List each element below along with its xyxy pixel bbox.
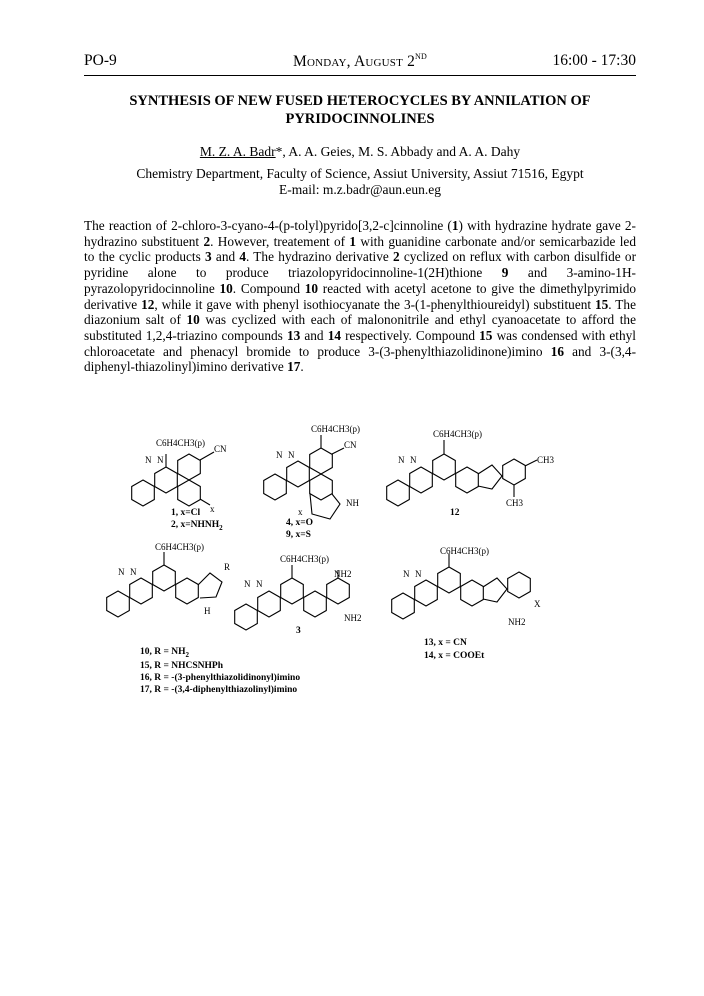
- tolyl-label-12: C6H4CH3(p): [433, 429, 482, 439]
- svg-text:N: N: [118, 567, 125, 577]
- author-list: M. Z. A. Badr*, A. A. Geies, M. S. Abbady and A. A. Dahy: [199, 144, 521, 159]
- tolyl-label-13: C6H4CH3(p): [440, 546, 489, 556]
- abstract-text: The reaction of 2-chloro-3-cyano-4-(p-tolyl)pyrido[3,2-c]cinnoline (: [84, 218, 452, 233]
- tolyl-label-3: C6H4CH3(p): [280, 554, 329, 564]
- abstract-text: and 3-(3,4-diphenyl-thiazolinyl)imino derivative: [84, 343, 636, 375]
- compound-number: 14: [327, 327, 341, 343]
- abstract-text: . The hydrazino derivative: [246, 249, 393, 265]
- compound-number: 17: [287, 359, 301, 375]
- compound-number: 13: [286, 327, 301, 343]
- svg-text:N: N: [244, 579, 251, 589]
- abstract-text: was cyclized with each of malononitrile and ethyl cyanoacetate to afford the substituted 1,2,4-triazino compounds: [84, 312, 636, 343]
- x-label-13: X: [534, 599, 541, 609]
- caption-4: 4, x=O: [286, 518, 314, 528]
- abstract-text: and: [300, 327, 328, 343]
- svg-text:N: N: [157, 455, 164, 465]
- session-date: Monday, August 2ND: [292, 52, 428, 70]
- compound-number: 2: [393, 249, 400, 265]
- header-rule: [84, 75, 636, 76]
- compound-number: 10: [186, 312, 200, 328]
- h-label-10: H: [204, 606, 211, 616]
- svg-text:N: N: [410, 455, 417, 465]
- svg-text:N: N: [276, 450, 283, 460]
- page-header: [84, 52, 636, 74]
- abstract-text: respectively. Compound: [340, 327, 480, 343]
- caption-2: 2, $x=NHNH_2$: [171, 520, 223, 532]
- compound-number: 16: [550, 343, 564, 359]
- x-label-4: x: [298, 507, 303, 517]
- ch3-label-b: CH3: [506, 498, 524, 508]
- nh2-label-3a: NH2: [334, 569, 352, 579]
- compound-number: 12: [141, 296, 155, 312]
- caption-14: 14, x = COOEt: [424, 651, 485, 661]
- abstract-paragraph: [84, 218, 636, 375]
- svg-text:N: N: [288, 450, 295, 460]
- tolyl-label-1: C6H4CH3(p): [156, 438, 205, 448]
- abstract-text: was condensed with ethyl chloroacetate and phenacyl bromide to produce 3-(3-phenylthiazolidinone)imino: [84, 327, 636, 359]
- presenting-author: M. Z. A. Badr: [199, 144, 276, 159]
- compound-number: 1: [349, 233, 357, 249]
- svg-text:N: N: [415, 569, 422, 579]
- abstract-text: .: [300, 359, 304, 375]
- structure-compound-4-9: [264, 435, 344, 519]
- nh2-label-13: NH2: [508, 617, 526, 627]
- compound-number: 15: [595, 296, 609, 312]
- caption-9: 9, x=S: [286, 530, 311, 540]
- nh2-label-3b: NH2: [344, 613, 362, 623]
- compound-number: 4: [239, 249, 246, 265]
- abstract-text: . Compound: [232, 280, 305, 296]
- tolyl-label-4: C6H4CH3(p): [311, 424, 360, 434]
- compound-number: 3: [205, 249, 212, 265]
- caption-1: 1, x=Cl: [171, 508, 201, 518]
- ch3-label-a: CH3: [537, 455, 555, 465]
- compound-number: 10: [304, 280, 319, 296]
- abstract-text: reacted with acetyl acetone to give the dimethylpyrimido derivative: [84, 280, 636, 312]
- affiliation: Chemistry Department, Faculty of Science, Assiut University, Assiut 71516, Egypt E-mail: m.z.badr@aun.eun.eg: [84, 166, 636, 198]
- svg-text:N: N: [130, 567, 137, 577]
- abstract-text: . The diazonium salt of: [84, 296, 636, 328]
- abstract-text: cyclized on reflux with carbon disulfide or pyridine alone to produce triazolopyridocinnoline-1(2H)thione: [84, 249, 636, 281]
- abstract-text: with guanidine carbonate and/or semicarbazide led to the cyclic products: [84, 233, 636, 265]
- r-label-10: R: [224, 562, 231, 572]
- abstract-text: and 3-amino-1H-pyrazolopyridocinnoline: [84, 265, 636, 296]
- structure-compound-12: [387, 440, 537, 506]
- nh-label-4: NH: [346, 498, 359, 508]
- structure-compound-1-2: [132, 452, 214, 506]
- session-time: 16:00 - 17:30: [552, 52, 636, 69]
- caption-10: 10, $R = NH_2$: [140, 647, 190, 659]
- caption-12: 12: [450, 508, 460, 518]
- caption-3: 3: [296, 626, 301, 636]
- x-label-1: x: [210, 504, 215, 514]
- tolyl-label-10: C6H4CH3(p): [155, 542, 204, 552]
- structure-compound-13-14: [392, 554, 531, 619]
- svg-text:N: N: [398, 455, 405, 465]
- compound-number: 15: [479, 327, 493, 343]
- structure-compound-3: [235, 565, 350, 630]
- caption-16: 16, R = -(3-phenylthiazolidinonyl)imino: [140, 673, 301, 683]
- paper-title: SYNTHESIS OF NEW FUSED HETEROCYCLES BY ANNILATION OF PYRIDOCINNOLINES: [129, 93, 591, 127]
- structure-compound-10: [107, 552, 222, 617]
- abstract-text: , while it gave with phenyl isothiocyanate the 3-(1-phenylthioureidyl) substituent: [154, 296, 595, 312]
- compound-number: 10: [219, 280, 233, 296]
- compound-number: 9: [501, 265, 509, 281]
- poster-code: PO-9: [84, 52, 117, 69]
- svg-text:N: N: [403, 569, 410, 579]
- compound-number: 2: [203, 233, 211, 249]
- abstract-text: and: [211, 249, 240, 265]
- abstract-text: ) with hydrazine hydrate gave 2-hydrazino substituent: [84, 218, 636, 249]
- svg-text:N: N: [145, 455, 152, 465]
- email: E-mail: m.z.badr@aun.eun.eg: [279, 182, 441, 197]
- svg-text:N: N: [256, 579, 263, 589]
- abstract-text: . However, treatement of: [210, 233, 350, 249]
- cn-label-4: CN: [344, 440, 357, 450]
- caption-15: 15, R = NHCSNHPh: [140, 661, 224, 671]
- caption-13: 13, x = CN: [424, 638, 467, 648]
- caption-17: 17, R = -(3,4-diphenylthiazolinyl)imino: [140, 685, 298, 695]
- cn-label-1: CN: [214, 444, 227, 454]
- compound-number: 1: [451, 218, 459, 233]
